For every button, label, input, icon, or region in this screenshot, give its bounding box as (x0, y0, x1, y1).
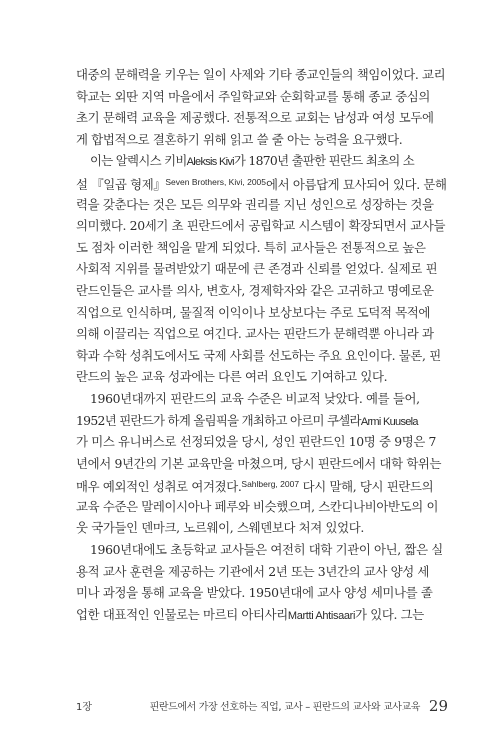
text-line (76, 539, 448, 561)
line-text-continued: 가 있다. 그는 (355, 606, 424, 622)
line-text: 학과 수학 성취도에서도 국제 사회를 선도하는 주요 요인이다. 물론, 핀 (76, 347, 441, 363)
text-line (76, 561, 448, 583)
text-line (76, 345, 448, 367)
text-line (76, 302, 448, 324)
line-text: 1952년 핀란드가 하계 올림픽을 개최하고 아르미 쿠셀라 (76, 412, 361, 428)
text-line (76, 431, 448, 453)
line-text-continued: 다시 말해, 당시 핀란드의 (299, 479, 434, 495)
text-line (76, 453, 448, 475)
text-line (76, 86, 448, 108)
text-line (76, 388, 448, 410)
text-line (76, 410, 448, 432)
text-line (76, 517, 448, 539)
line-text: 웃 국가들인 덴마크, 노르웨이, 스웨덴보다 처져 있었다. (76, 520, 364, 536)
line-text: 년에서 9년간의 기본 교육만을 마쳤으며, 당시 핀란드에서 대학 학위는 (76, 455, 442, 471)
text-line (76, 582, 448, 604)
latin-name: Martti Ahtisaari (287, 609, 356, 622)
text-line (76, 194, 448, 216)
line-text-continued: 에서 아름답게 묘사되어 있다. 문해 (266, 176, 447, 192)
line-text: 학교는 외딴 지역 마을에서 주일학교와 순회학교를 통해 종교 중심의 (76, 88, 431, 104)
latin-name: Armi Kuusela (360, 415, 418, 428)
body-text (76, 64, 448, 625)
line-text: 매우 예외적인 성취로 여겨졌다. (76, 479, 242, 495)
text-line (76, 604, 448, 626)
line-text-continued: 가 1870년 출판한 핀란드 최초의 소 (233, 153, 415, 169)
citation-note: Sahlberg, 2007 (241, 479, 300, 490)
line-text: 1960년대에도 초등학교 교사들은 여전히 대학 기관이 아닌, 짧은 실 (90, 542, 443, 558)
text-line (76, 496, 448, 518)
text-line (76, 150, 448, 172)
line-text: 설 『일곱 형제』 (76, 176, 166, 192)
line-text: 란드의 높은 교육 성과에는 다른 여러 요인도 기여하고 있다. (76, 369, 388, 385)
text-line (76, 323, 448, 345)
line-text: 란드인들은 교사를 의사, 변호사, 경제학자와 같은 고귀하고 명예로운 (76, 282, 434, 298)
text-line (76, 129, 448, 151)
line-text: 력을 갖춘다는 것은 모든 의무와 권리를 지닌 성인으로 성장하는 것을 (76, 196, 434, 212)
text-line (76, 280, 448, 302)
line-text: 미나 과정을 통해 교육을 받았다. 1950년대에 교사 양성 세미나를 졸 (76, 585, 433, 601)
running-title: 핀란드에서 가장 선호하는 직업, 교사 – 핀란드의 교사와 교사교육 (149, 702, 420, 713)
latin-name: Aleksis Kivi (186, 156, 234, 169)
page-footer (76, 695, 448, 715)
line-text: 대중의 문해력을 키우는 일이 사제와 기타 종교인들의 책임이었다. 교리 (76, 67, 446, 82)
line-text: 도 점차 이러한 책임을 맡게 되었다. 특히 교사들은 전통적으로 높은 (76, 239, 426, 255)
text-line (76, 366, 448, 388)
citation-note: Seven Brothers, Kivi, 2005 (165, 176, 266, 187)
line-text: 1960년대까지 핀란드의 교육 수준은 비교적 낮았다. 예를 들어, (90, 390, 420, 406)
text-line (76, 237, 448, 259)
chapter-label: 1장 (76, 702, 93, 713)
text-line (76, 107, 448, 129)
line-text: 업한 대표적인 인물로는 마르티 아티사리 (76, 606, 288, 622)
line-text: 교육 수준은 말레이시아나 페루와 비슷했으며, 스칸디나비아반도의 이 (76, 498, 439, 514)
text-line (76, 258, 448, 280)
line-text: 의해 이끌리는 직업으로 여긴다. 교사는 핀란드가 문해력뿐 아니라 과 (76, 326, 434, 342)
line-text: 사회적 지위를 물려받았기 때문에 큰 존경과 신뢰를 얻었다. 실제로 핀 (76, 261, 438, 277)
text-line (76, 215, 448, 237)
text-line (76, 474, 448, 496)
text-line (76, 172, 448, 194)
line-text: 초기 문해력 교육을 제공했다. 전통적으로 교회는 남성과 여성 모두에 (76, 110, 434, 126)
line-text: 가 미스 유니버스로 선정되었을 당시, 성인 핀란드인 10명 중 9명은 7 (76, 434, 437, 450)
line-text: 직업으로 인식하며, 물질적 이익이나 보상보다는 주로 도덕적 목적에 (76, 304, 431, 320)
text-line (76, 64, 448, 86)
page-number: 29 (428, 697, 448, 715)
line-text: 의미했다. 20세기 초 핀란드에서 공립학교 시스템이 확장되면서 교사들 (76, 218, 446, 234)
line-text: 용적 교사 훈련을 제공하는 기관에서 2년 또는 3년간의 교사 양성 세 (76, 563, 430, 579)
line-text: 게 합법적으로 결혼하기 위해 읽고 쓸 줄 아는 능력을 요구했다. (76, 131, 403, 147)
line-text: 이는 알렉시스 키비 (90, 153, 187, 169)
